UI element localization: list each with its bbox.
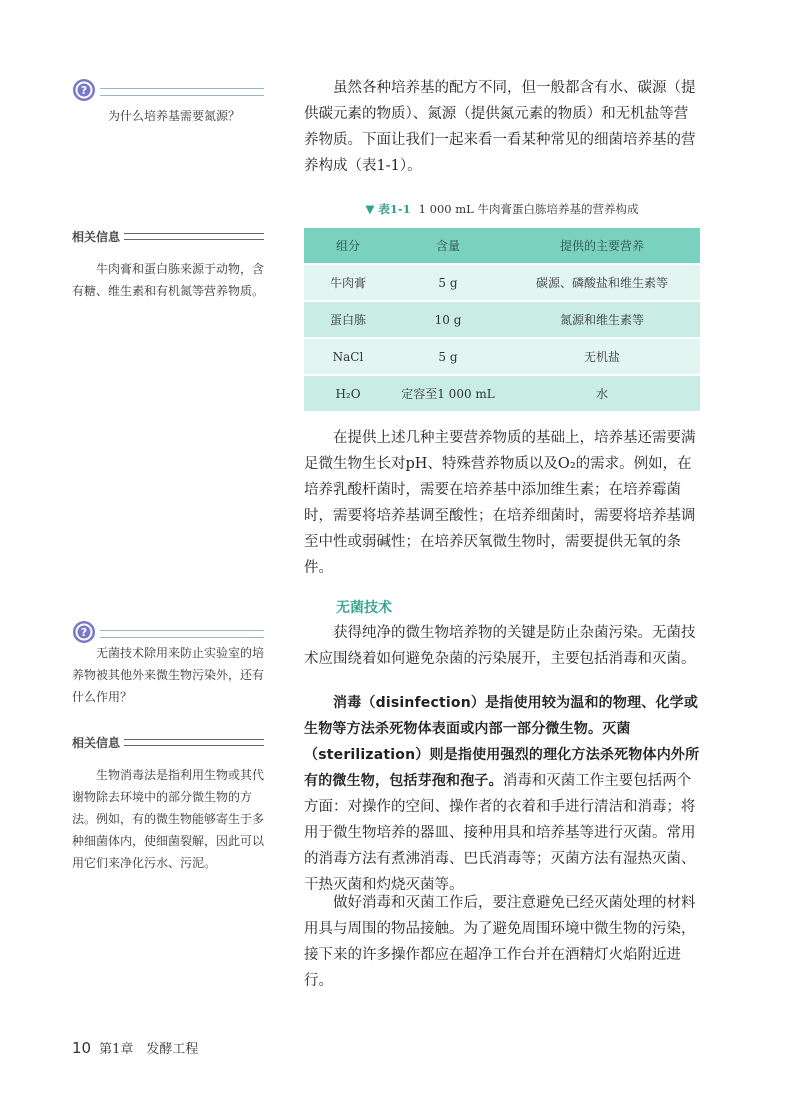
related-info-header-1 <box>72 228 264 245</box>
paragraph-text: 消毒和灭菌工作主要包括两个方面：对操作的空间、操作者的衣着和手进行清洁和消毒；将用于微生物培养的器皿、接种用具和培养基等进行灭菌。常用的消毒方法有煮沸消毒、巴氏消毒等；灭菌方法有湿热灭菌、干热灭菌和灼烧灭菌等。 <box>304 773 696 893</box>
svg-text:?: ? <box>80 626 88 639</box>
paragraph: 虽然各种培养基的配方不同，但一般都含有水、碳源（提供碳元素的物质）、氮源（提供氮元素的物质）和无机盐等营养物质。下面让我们一起来看一看某种常见的细菌培养基的营养构成（表1-1）。 <box>304 80 696 174</box>
page-footer <box>72 1038 198 1057</box>
table-cell: 5 g <box>392 338 504 375</box>
table-cell: 5 g <box>392 264 504 301</box>
table-cell: 定容至1 000 mL <box>392 375 504 411</box>
requirements-paragraph <box>304 425 700 581</box>
definition-paragraph <box>304 690 700 898</box>
column-header: 含量 <box>392 228 504 264</box>
nutrition-table <box>304 228 700 411</box>
table-header-row <box>304 228 700 264</box>
table-cell: 水 <box>504 375 700 411</box>
svg-text:?: ? <box>80 84 88 97</box>
divider <box>124 739 264 746</box>
sidebar-question-2 <box>72 642 264 708</box>
paragraph <box>304 690 700 898</box>
paragraph: 做好消毒和灭菌工作后，要注意避免已经灭菌处理的材料用具与周围的物品接触。为了避免周围环境中微生物的污染，接下来的许多操作都应在超净工作台并在酒精灯火焰附近进行。 <box>304 895 696 989</box>
column-header: 组分 <box>304 228 392 264</box>
table-caption <box>304 201 700 217</box>
related-info-paragraph: 牛肉膏和蛋白胨来源于动物，含有糖、维生素和有机氮等营养物质。 <box>72 262 265 298</box>
table-cell: NaCl <box>304 338 392 375</box>
table-cell: 氮源和维生素等 <box>504 301 700 338</box>
paragraph: 获得纯净的微生物培养物的关键是防止杂菌污染。无菌技术应围绕着如何避免杂菌的污染展开，主要包括消毒和灭菌。 <box>304 625 696 667</box>
related-info-text-1 <box>72 258 264 302</box>
question-divider <box>100 630 264 638</box>
question-text: 无菌技术除用来防止实验室的培养物被其他外来微生物污染外，还有什么作用？ <box>72 646 265 704</box>
related-info-title: 相关信息 <box>72 736 121 750</box>
question-divider <box>100 88 264 96</box>
question-icon <box>72 78 96 102</box>
table-label: ▼ 表1-1 <box>365 202 411 216</box>
related-info-header-2 <box>72 734 264 751</box>
table-cell: 蛋白胨 <box>304 301 392 338</box>
section-title: 无菌技术 <box>336 600 392 616</box>
paragraph: 在提供上述几种主要营养物质的基础上，培养基还需要满足微生物生长对pH、特殊营养物质以及O₂的需求。例如，在培养乳酸杆菌时，需要在培养基中添加维生素；在培养霉菌时，需要将培养基调至酸性；在培养细菌时，需要将培养基调至中性或弱碱性；在培养厌氧微生物时，需要提供无氧的条件。 <box>304 430 696 576</box>
table-row <box>304 301 700 338</box>
table-caption-text: 1 000 mL 牛肉膏蛋白胨培养基的营养构成 <box>418 202 639 216</box>
table-row <box>304 375 700 411</box>
table-cell: H₂O <box>304 375 392 411</box>
table-cell: 牛肉膏 <box>304 264 392 301</box>
page-number: 10 <box>72 1039 92 1057</box>
table-cell: 碳源、磷酸盐和维生素等 <box>504 264 700 301</box>
chapter-title: 第1章 发酵工程 <box>99 1042 199 1057</box>
related-info-title: 相关信息 <box>72 230 121 244</box>
intro-paragraph <box>304 75 700 179</box>
closing-paragraph <box>304 890 700 994</box>
key-definition-text: 消毒（disinfection）是指使用较为温和的物理、化学或生物等方法杀死物体表面或内部一部分微生物。灭菌（sterilization）则是指使用强烈的理化方法杀死物体内外所有的微生物，包括芽孢和孢子。 <box>304 695 700 789</box>
sidebar-question-1: 为什么培养基需要氮源？ <box>108 109 241 123</box>
question-icon <box>72 620 96 644</box>
table-row <box>304 338 700 375</box>
table-row <box>304 264 700 301</box>
table-cell: 无机盐 <box>504 338 700 375</box>
column-header: 提供的主要营养 <box>504 228 700 264</box>
sterile-intro-paragraph <box>304 620 700 672</box>
table-cell: 10 g <box>392 301 504 338</box>
divider <box>124 233 264 240</box>
related-info-text-2 <box>72 764 264 874</box>
related-info-paragraph: 生物消毒法是指利用生物或其代谢物除去环境中的部分微生物的方法。例如，有的微生物能够寄生于多种细菌体内，使细菌裂解，因此可以用它们来净化污水、污泥。 <box>72 768 265 870</box>
